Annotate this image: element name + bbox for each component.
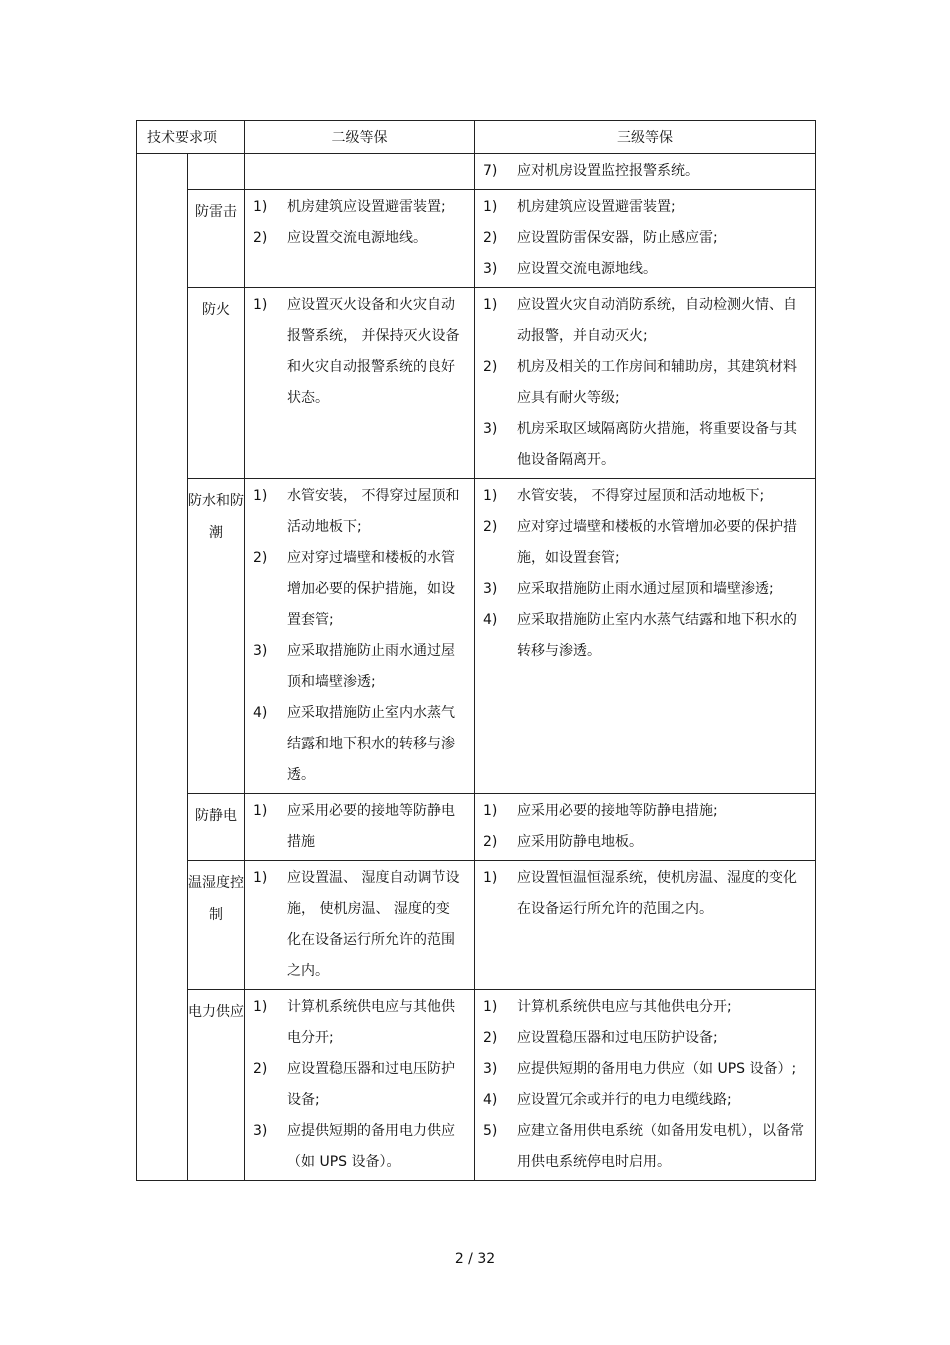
item-text: 应采取措施防止室内水蒸气结露和地下积水的转移与渗透。 [287,705,455,783]
level-2-cell [245,288,475,479]
list-item [245,992,474,1054]
level-3-cell [475,288,816,479]
item-number: 1) [483,199,498,215]
table-row [137,190,816,288]
item-number: 7) [483,163,498,179]
item-text: 应设置冗余或并行的电力电缆线路; [517,1092,732,1108]
list-item [475,1023,815,1054]
list-item [475,863,815,925]
list-item [475,1085,815,1116]
item-text: 应对穿过墙壁和楼板的水管增加必要的保护措施，如设置套管; [517,519,797,566]
list-item [475,156,815,187]
item-text: 应设置灭火设备和火灾自动报警系统， 并保持灭火设备和火灾自动报警系统的良好状态。 [287,297,460,406]
row-category: 防火 [188,288,245,479]
row-category [188,154,245,190]
item-number: 1) [253,297,268,313]
item-number: 4) [253,705,268,721]
list-item [475,796,815,827]
item-text: 应设置恒温恒湿系统，使机房温、湿度的变化在设备运行所允许的范围之内。 [517,870,797,917]
item-number: 3) [253,643,268,659]
level-2-cell [245,861,475,990]
list-item [475,414,815,476]
table-row [137,479,816,794]
item-text: 应采用防静电地板。 [517,834,643,850]
item-text: 应设置防雷保安器，防止感应雷; [517,230,718,246]
list-item [245,192,474,223]
level-3-cell [475,479,816,794]
item-text: 应采用必要的接地等防静电措施; [517,803,718,819]
level-2-cell [245,990,475,1181]
row-category: 温湿度控制 [188,861,245,990]
item-number: 2) [483,519,498,535]
item-text: 应采取措施防止室内水蒸气结露和地下积水的转移与渗透。 [517,612,797,659]
table-row [137,288,816,479]
item-number: 2) [253,1061,268,1077]
item-text: 应设置稳压器和过电压防护设备; [287,1061,455,1108]
level-3-cell [475,154,816,190]
item-text: 应设置火灾自动消防系统，自动检测火情、自动报警，并自动灭火; [517,297,797,344]
level-3-cell [475,861,816,990]
item-text: 应提供短期的备用电力供应（如 UPS 设备）; [517,1061,797,1077]
header-level-3: 三级等保 [475,121,816,154]
list-item [245,863,474,987]
list-item [475,512,815,574]
header-level-2: 二级等保 [245,121,475,154]
list-item [475,1116,815,1178]
list-item [245,698,474,791]
list-item [475,1054,815,1085]
list-item [475,223,815,254]
item-number: 1) [483,870,498,886]
item-number: 3) [483,1061,498,1077]
list-item [245,1116,474,1178]
list-item [475,992,815,1023]
list-item [475,254,815,285]
item-number: 1) [483,803,498,819]
item-text: 应采用必要的接地等防静电措施 [287,803,455,850]
item-number: 1) [483,999,498,1015]
level-2-cell [245,190,475,288]
list-item [475,352,815,414]
requirements-table [136,120,816,1181]
item-text: 应采取措施防止雨水通过屋顶和墙壁渗透; [517,581,774,597]
item-text: 机房及相关的工作房间和辅助房，其建筑材料应具有耐火等级; [517,359,797,406]
level-2-cell [245,479,475,794]
item-number: 1) [253,199,268,215]
table-row [137,794,816,861]
item-number: 2) [483,1030,498,1046]
item-text: 机房采取区域隔离防火措施，将重要设备与其他设备隔离开。 [517,421,797,468]
item-number: 2) [253,550,268,566]
item-number: 1) [253,870,268,886]
list-item [245,481,474,543]
item-text: 应对机房设置监控报警系统。 [517,163,699,179]
item-number: 1) [253,999,268,1015]
row-category: 电力供应 [188,990,245,1181]
item-text: 计算机系统供电应与其他供电分开; [517,999,732,1015]
item-text: 水管安装， 不得穿过屋顶和活动地板下; [517,488,765,504]
item-text: 水管安装， 不得穿过屋顶和活动地板下; [287,488,460,535]
list-item [475,481,815,512]
item-number: 2) [483,230,498,246]
list-item [245,1054,474,1116]
item-number: 3) [483,581,498,597]
item-number: 2) [253,230,268,246]
item-text: 应设置温、 湿度自动调节设施， 使机房温、 湿度的变化在设备运行所允许的范围之内。 [287,870,460,979]
list-item [475,290,815,352]
item-number: 1) [253,488,268,504]
list-item [245,543,474,636]
item-text: 应采取措施防止雨水通过屋顶和墙壁渗透; [287,643,455,690]
level-2-cell [245,794,475,861]
list-item [475,605,815,667]
item-number: 4) [483,1092,498,1108]
item-number: 2) [483,359,498,375]
category-group-cell [137,154,188,1181]
table-row [137,154,816,190]
table-row [137,990,816,1181]
row-category: 防雷击 [188,190,245,288]
item-text: 应设置稳压器和过电压防护设备; [517,1030,718,1046]
item-number: 3) [483,421,498,437]
list-item [245,223,474,254]
item-number: 1) [483,488,498,504]
page-number: 2 / 32 [454,1251,496,1267]
item-number: 3) [253,1123,268,1139]
list-item [245,796,474,858]
item-text: 机房建筑应设置避雷装置; [287,199,446,215]
level-2-cell [245,154,475,190]
item-text: 应建立备用供电系统（如备用发电机），以备常用供电系统停电时启用。 [517,1123,804,1170]
item-text: 应设置交流电源地线。 [517,261,657,277]
item-number: 5) [483,1123,498,1139]
level-3-cell [475,794,816,861]
item-number: 2) [483,834,498,850]
item-text: 应设置交流电源地线。 [287,230,427,246]
item-text: 应提供短期的备用电力供应（如 UPS 设备）。 [287,1123,455,1170]
item-number: 1) [253,803,268,819]
list-item [245,636,474,698]
row-category: 防静电 [188,794,245,861]
item-number: 3) [483,261,498,277]
item-text: 计算机系统供电应与其他供电分开; [287,999,455,1046]
list-item [475,574,815,605]
table-row [137,861,816,990]
level-3-cell [475,990,816,1181]
header-requirement-item: 技术要求项 [137,121,245,154]
list-item [245,290,474,414]
row-category: 防水和防潮 [188,479,245,794]
item-text: 应对穿过墙壁和楼板的水管增加必要的保护措施，如设置套管; [287,550,455,628]
item-number: 1) [483,297,498,313]
header-row [137,121,816,154]
item-text: 机房建筑应设置避雷装置; [517,199,676,215]
item-number: 4) [483,612,498,628]
list-item [475,192,815,223]
level-3-cell [475,190,816,288]
list-item [475,827,815,858]
